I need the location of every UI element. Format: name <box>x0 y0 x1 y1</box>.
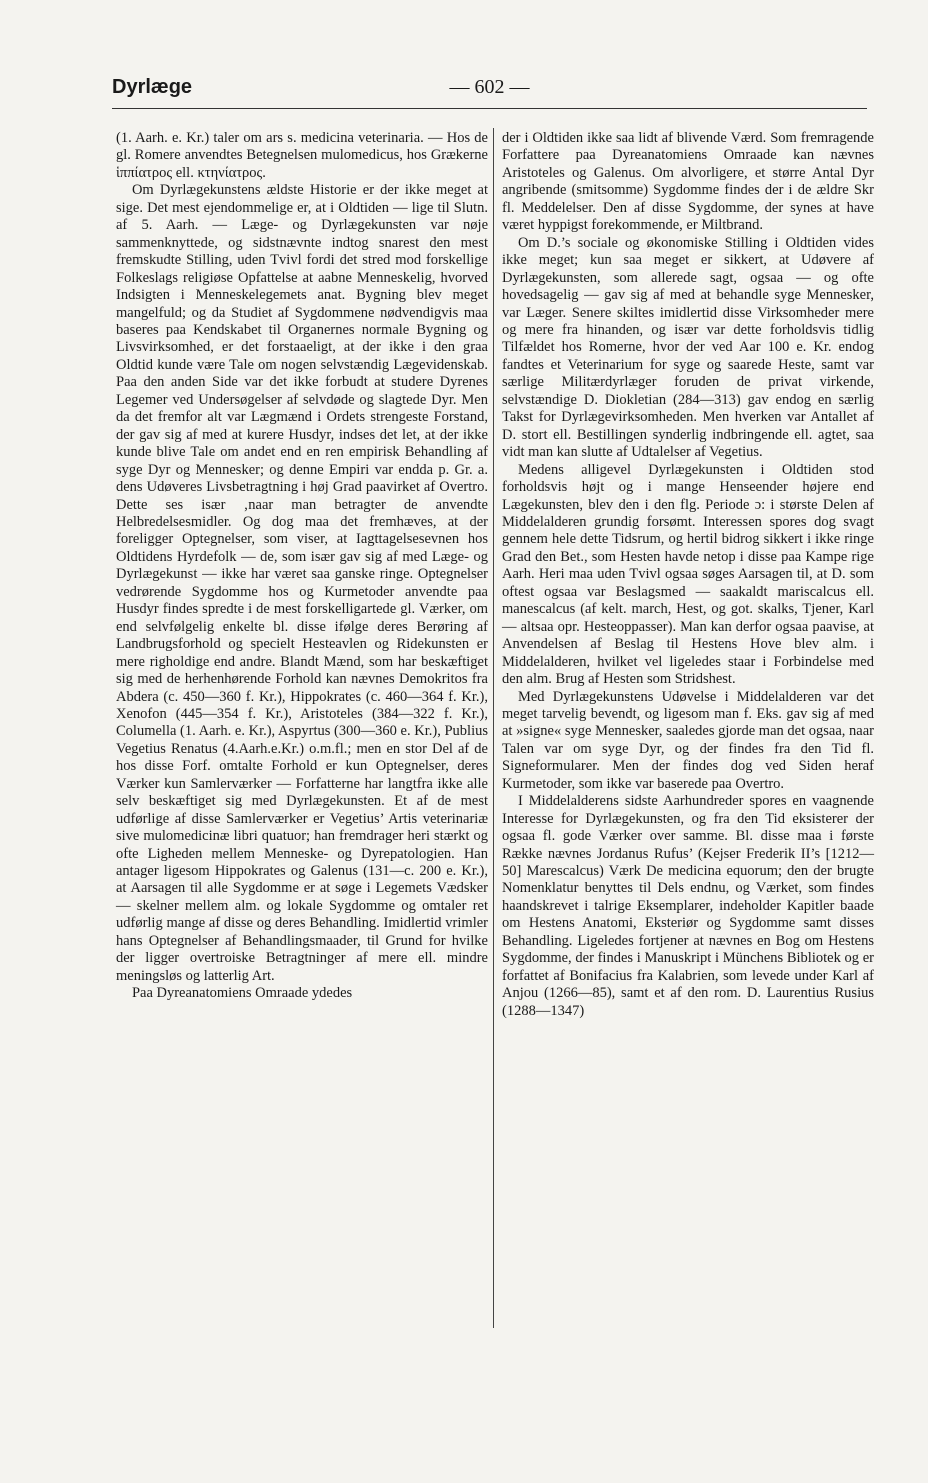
right-column <box>502 130 874 1020</box>
paragraph: Med Dyrlægekunstens Udøvelse i Middelalderen var det meget tarvelig bevendt, og ligesom man f. Eks. gav sig af med at »signe« syge Mennesker, saaledes gjorde man det ogsaa, naar Talen var om syge Dyr, og der findes fra den Tid fl. Signeformularer. Men der findes dog ved Siden heraf Kurmetoder, som ikke var baserede paa Overtro. <box>502 688 874 792</box>
paragraph: (1. Aarh. e. Kr.) taler om ars s. medicina veterinaria. — Hos de gl. Romere anvendtes Betegnelsen mulomedicus, hos Grækerne ἱππίατρος ell. κτηνίατρος. <box>116 130 488 181</box>
paragraph: Paa Dyreanatomiens Omraade ydedes <box>131 985 353 1002</box>
left-column <box>116 130 488 1003</box>
header-rule <box>112 108 867 109</box>
paragraph: Om D.’s sociale og økonomiske Stilling i Oldtiden vides ikke meget; kun saa meget er sikkert, at Udøvere af Dyrlægekunsten, som allerede sagt, ogsaa — og ofte hovedsagelig — gav sig af med at behandle syge Mennesker, var Læger. Senere skiltes imidlertid disse Virksomheder mere og mere fra hinanden, og især var dette forholdsvis tidlig Tilfældet hos Romerne, hvor der ved Aar 100 e. Kr. endog fandtes et Veterinarium for syge og saarede Heste, samt var særlige Militærdyrlæger foruden de privat virkende, selvstændige D. Diokletian (284—313) gav endog en særlig Takst for Dyrlægevirksomheden. Men hverken var Antallet af D. stort ell. Bestillingen synderlig indbringende ell. agtet, saa vidt man kan slutte af Udtalelser af Vegetius. <box>502 234 874 461</box>
column-divider <box>493 128 494 1328</box>
paragraph: I Middelalderens sidste Aarhundreder spores en vaagnende Interesse for Dyrlægekunsten, og fra den Tid eksisterer der ogsaa fl. gode Værker over samme. Bl. disse maa i første Række nævnes Jordanus Rufus’ (Kejser Frederik II’s [1212—50] Marescalcus) Værk De medicina equorum; den der brugte Nomenklatur benyttes til Dels endnu, og Værket, som findes haandskrevet i talrige Eksemplarer, indeholder Kapitler baade om Hestens Anatomi, Eksteriør og Sygdomme samt disses Behandling. Ligeledes fortjener at nævnes en Bog om Hestens Sygdomme, der findes i Manuskript i Münchens Bibliotek og er forfattet af Bonifacius fra Kalabrien, som levede under Karl af Anjou (1266—85), samt et af den rom. D. Laurentius Rusius (1288—1347) <box>502 793 874 1019</box>
page-header <box>112 70 867 104</box>
running-title: Dyrlæge <box>112 76 193 98</box>
paragraph: der i Oldtiden ikke saa lidt af blivende Værd. Som fremragende Forfattere paa Dyreanatomiens Omraade kan nævnes Aristoteles og Galenus. Om alvorligere, et større Antal Dyr angribende (smitsomme) Sygdomme findes der i de ældre Skr fl. Meddelelser. Den af disse Sygdomme, der synes at have været hyppigst forekommende, er Miltbrand. <box>502 130 874 234</box>
paragraph: Om Dyrlægekunstens ældste Historie er der ikke meget at sige. Det mest ejendommelige er, at i Oldtiden — lige til Slutn. af 5. Aarh. — Læge- og Dyrlægekunsten var nøje sammenknyttede, og sidstnævnte indtog snarest den mest fremskudte Stilling, uden Tvivl fordi det stred mod forskellige Folkeslags religiøse Opfattelse at aabne Menneskelig, hvorved Indsigten i Menneskelegemets anat. Bygning blev meget mangelfuld; og da Studiet af Sygdommene nødvendigvis maa baseres paa Kendskabet til Organernes normale Bygning og Livsvirksomhed, er det forstaaeligt, at der ikke i den graa Oldtid kunde være Tale om nogen selvstændig Lægevidenskab. Paa den anden Side var det ikke forbudt at studere Dyrenes Legemer ved Undersøgelser af selvdøde og slagtede Dyr. Men da det fremfor alt var Lægmænd i Ordets strengeste Forstand, der gav sig af med at kurere Husdyr, indses det let, at der ikke kunde blive Tale om andet end en ren empirisk Behandling af syge Dyr og Mennesker; og denne Empiri var endda p. Gr. a. dens Udøveres Livsbetragtning i høj Grad paavirket af Overtro. Dette ses især ‚naar man betragter de anvendte Helbredelsesmidler. Og dog maa det fremhæves, at der foreligger Optegnelser, som viser, at Iagttagelsesevnen hos Oldtidens Hyrdefolk — de, som især gav sig af med Læge- og Dyrlægekunst — ikke har været saa ganske ringe. Optegnelser vedrørende Sygdomme hos og Kurmetoder anvendte paa Husdyr findes spredte i de mest forskelligartede gl. Værker, om end selvfølgelig enkelte bl. disse ifølge deres Berøring af Landbrugsforhold og specielt Hesteavlen og Ridekunsten er mere righoldige end andre. Blandt Mænd, som har beskæftiget sig med de herhenhørende Forhold kan nævnes Demokritos fra Abdera (c. 450—360 f. Kr.), Hippokrates (c. 460—364 f. Kr.), Xenofon (445—354 f. Kr.), Aristoteles (384—322 f. Kr.), Columella (1. Aarh. e. Kr.), Aspyrtus (300—360 e. Kr.), Publius Vegetius Renatus (4.Aarh.e.Kr.) o.m.fl.; men en stor Del af de hos disse Forf. omtalte Forhold er kun Optegnelser, deres Værker kun Samlerværker — Forfatterne har langtfra ikke alle selv beskæftiget sig med Dyrlægekunsten. Et af de mest udførlige af disse Samlerværker er Vegetius’ Artis veterinariæ sive mulomedicinæ libri quatuor; han fremdrager heri stærkt og ofte Ligheden mellem Menneske- og Dyrepatologien. Han antager ligesom Hippokrates og Galenus (131—c. 200 e. Kr.), at Aarsagen til alle Sygdomme er at søge i Legemets Vædsker — skelner mellem alm. og lokale Sygdomme og omtaler ret udførlig mange af disse og deres Behandling. Imidlertid vrimler hans Optegnelser af Behandlingsmaader, til Grund for hvilke der ligger overtroiske Betragtninger af mere ell. mindre meningsløs og latterlig Art. <box>116 182 488 984</box>
page-number: — 602 — <box>449 76 530 98</box>
paragraph: Medens alligevel Dyrlægekunsten i Oldtiden stod forholdsvis højt og i mange Henseender højere end Lægekunsten, blev den i den flg. Periode ɔ: i største Delen af Middelalderen grundig forsømt. Interessen spores dog svagt gennem hele dette Tidsrum, og hertil bidrog sikkert i ikke ringe Grad den Bet., som Hesten havde netop i disse paa Kampe rige Aarh. Heri maa uden Tvivl ogsaa søges Aarsagen til, at D. som oftest ogsaa var Beslagsmed — saakaldt mariscalcus ell. manescalcus (af kelt. march, Hest, og got. skalks, Tjener, Karl — altsaa opr. Hesteoppasser). Man kan derfor ogsaa paavise, at Anvendelsen af Beslag til Hestens Hove blev alm. i Middelalderen, hvilket vel ligeledes staar i Forbindelse med den alm. Brug af Hesten som Stridshest. <box>502 461 874 688</box>
